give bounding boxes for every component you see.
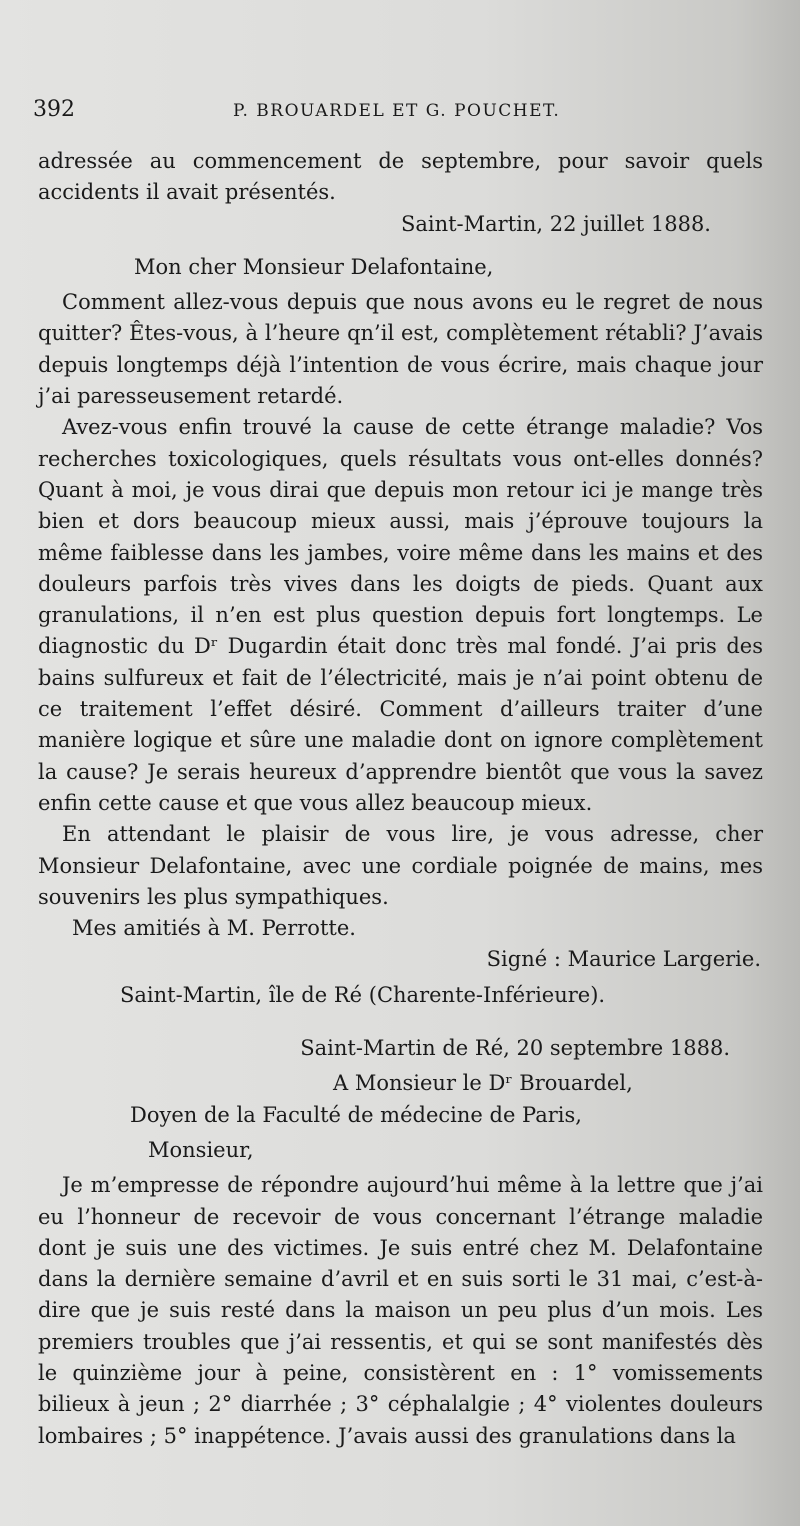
letter1-paragraph-3: En attendant le plaisir de vous lire, je vous adresse, cher Monsieur Delafontaine, avec une cordiale poignée de mains, mes souvenirs les plus sympathiques.: [38, 822, 763, 909]
page-body: [38, 146, 763, 1452]
letter1-paragraph-1: Comment allez-vous depuis que nous avons eu le regret de nous quitter? Êtes-vous, à l’heure qn’il est, complètement rétabli? J’avais depuis longtemps déjà l’intention de vous écrire, mais chaque jour j’ai paresseusement retardé.: [38, 290, 763, 409]
letter1-dateline: Saint-Martin, 22 juillet 1888.: [400, 211, 711, 236]
letter1-salutation: Mon cher Monsieur Delafontaine,: [134, 254, 494, 279]
letter2-addressee-line-1: A Monsieur le Dʳ Brouardel,: [333, 1071, 633, 1096]
letter1-paragraph-2: Avez-vous enfin trouvé la cause de cette étrange maladie? Vos recherches toxicologiques, quels résultats vous ont-elles donnés? Quant à moi, je vous dirai que depuis mon retour ici je mange très bien et dors beaucoup mieux aussi, mais j’éprouve toujours la même faiblesse dans les jambes, voire même dans les mains et des douleurs parfois très vives dans les doigts de pieds. Quant aux granulations, il n’en est plus question depuis fort longtemps. Le diagnostic du Dʳ Dugardin était donc très mal fondé. J’ai pris des bains sulfureux et fait de l’électricité, mais je n’ai point obtenu de ce traitement l’effet désiré. Comment d’ailleurs traiter d’une manière logique et sûre une maladie dont on ignore complètement la cause? Je serais heureux d’apprendre bientôt que vous la savez enfin cette cause et que vous allez beaucoup mieux.: [38, 415, 763, 815]
letter2-paragraph-1: Je m’empresse de répondre aujourd’hui même à la lettre que j’ai eu l’honneur de recevoir de vous concernant l’étrange maladie dont je suis une des victimes. Je suis entré chez M. Delafontaine dans la dernière semaine d’avril et en suis sorti le 31 mai, c’est-à-dire que je suis resté dans la maison un peu plus d’un mois. Les premiers troubles que j’ai ressentis, et qui se sont manifestés dès le quinzième jour à peine, consistèrent en : 1° vomissements bilieux à jeun ; 2° diarrhée ; 3° céphalalgie ; 4° violentes douleurs lombaires ; 5° inappétence. J’avais aussi des granulations dans la: [38, 1173, 763, 1448]
letter2-dateline: Saint-Martin de Ré, 20 septembre 1888.: [300, 1036, 730, 1061]
letter2-salutation: Monsieur,: [148, 1137, 254, 1162]
letter2-addressee-line-2: Doyen de la Faculté de médecine de Paris,: [130, 1102, 582, 1127]
intro-paragraph: adressée au commencement de septembre, pour savoir quels accidents il avait présentés.: [38, 149, 763, 205]
running-head: P. BROUARDEL ET G. POUCHET.: [233, 101, 561, 121]
page-header: [33, 97, 773, 133]
letter1-signature: Signé : Maurice Largerie.: [486, 947, 761, 972]
letter1-place: Saint-Martin, île de Ré (Charente-Inférieure).: [120, 982, 606, 1007]
page-number: 392: [33, 97, 75, 122]
letter1-paragraph-4: Mes amitiés à M. Perrotte.: [72, 916, 356, 941]
